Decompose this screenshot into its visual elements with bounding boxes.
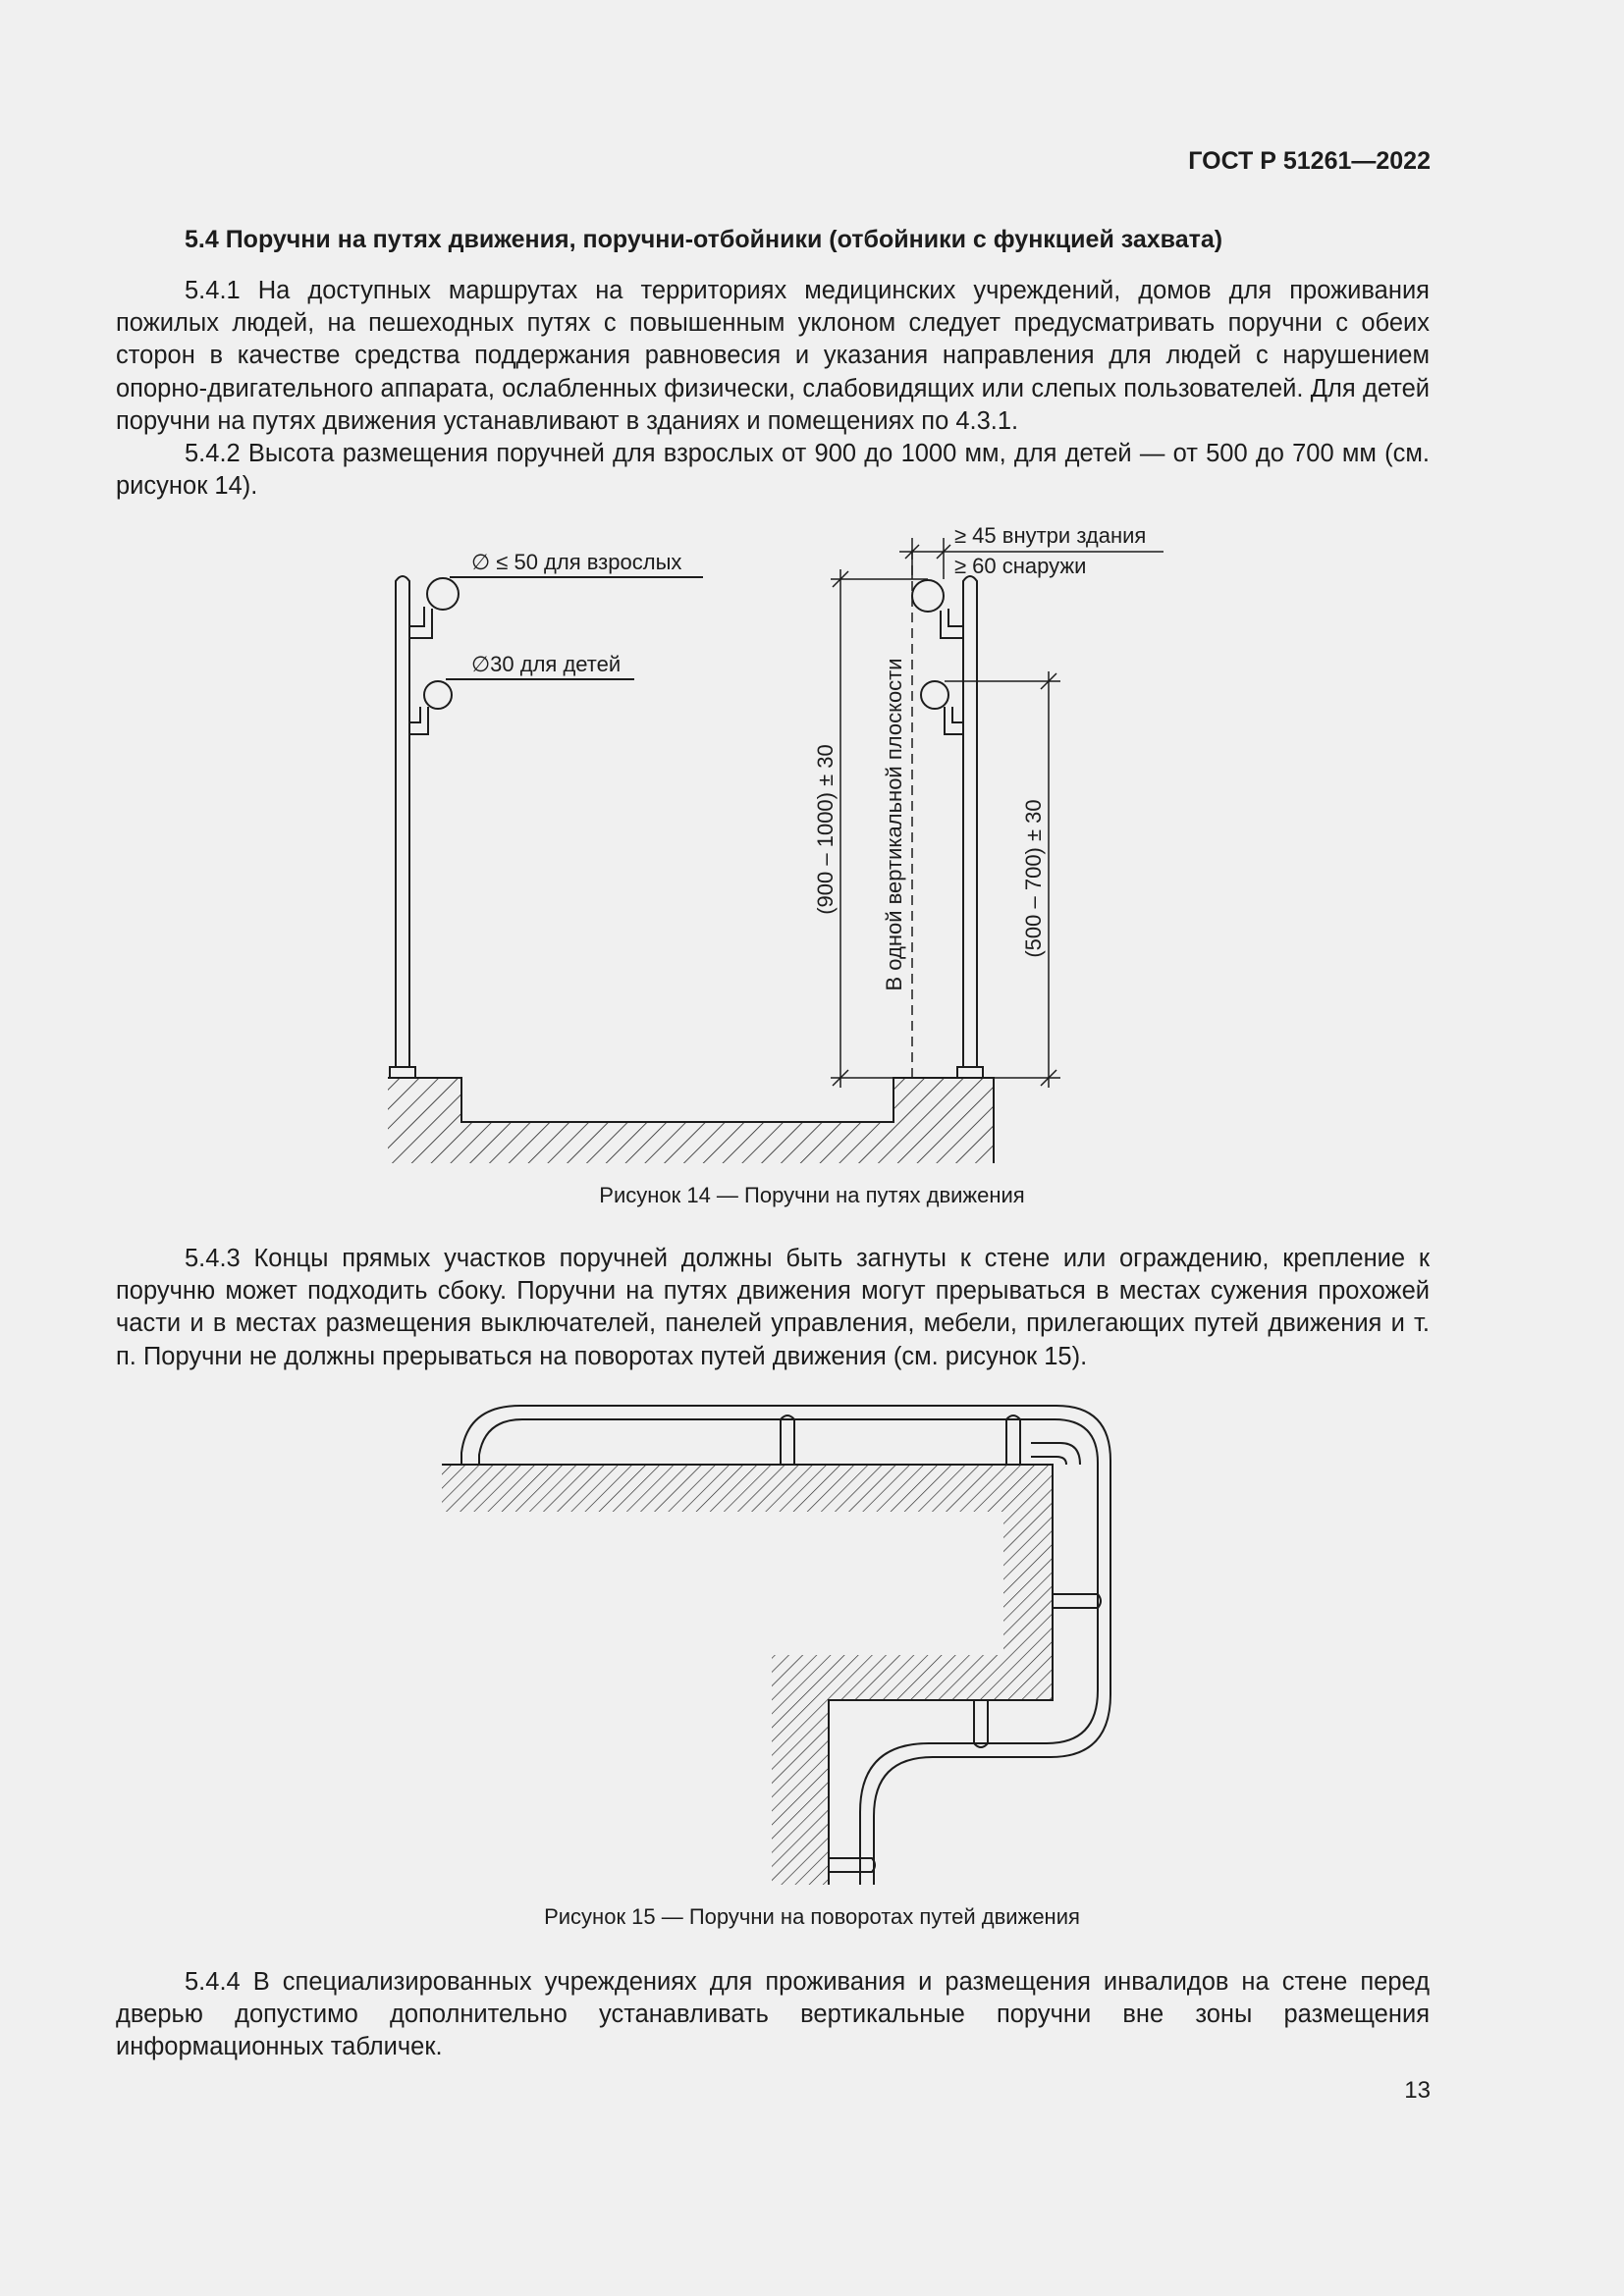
bracket-3 [1053, 1594, 1101, 1608]
paragraph-5-4-1: 5.4.1 На доступных маршрутах на территориях медицинских учреждений, домов для проживания пожилых людей, на пешеходных путях с повышенным уклоном следует предусматривать поручни с обеих сторон в качестве средства поддержания равновесия и указания направления для людей с нарушением опорно-двигательного аппарата, ослабленных физически, слабовидящих или слепых пользователей. Для детей поручни на путях движения устанавливают в зданиях и помещениях по 4.3.1. [116, 277, 1430, 435]
label-adult: ∅ ≤ 50 для взрослых [471, 550, 682, 574]
dim-child: (500 – 700) ± 30 [1021, 799, 1046, 958]
wall-hatch [442, 1465, 1053, 1885]
bracket-2 [1006, 1415, 1020, 1465]
section-title: 5.4 Поручни на путях движения, поручни-отбойники (отбойники с функцией захвата) [185, 226, 1223, 253]
paragraph-5-4-2: 5.4.2 Высота размещения поручней для взрослых от 900 до 1000 мм, для детей — от 500 до 700 мм (см. рисунок 14). [116, 440, 1430, 501]
label-outside: ≥ 60 снаружи [954, 554, 1087, 578]
label-child: ∅30 для детей [471, 652, 622, 676]
figure-15-caption: Рисунок 15 — Поручни на поворотах путей движения [544, 1904, 1080, 1929]
paragraph-5-4-3: 5.4.3 Концы прямых участков поручней должны быть загнуты к стене или ограждению, крепление к поручню может подходить сбоку. Поручни на путях движения могут прерываться в местах сужения прохожей части и в местах размещения выключателей, панелей управления, мебели, прилегающих путей движения и т. п. Поручни не должны прерываться на поворотах путей движения (см. рисунок 15). [116, 1245, 1430, 1370]
paragraph-5-4-4: 5.4.4 В специализированных учреждениях для проживания и размещения инвалидов на стене перед дверью допустимо дополнительно устанавливать вертикальные поручни вне зоны размещения информационных табличек. [116, 1968, 1430, 2061]
standard-header: ГОСТ Р 51261—2022 [1188, 147, 1431, 175]
label-inside: ≥ 45 внутри здания [954, 523, 1147, 548]
bracket-5 [829, 1858, 875, 1872]
dim-plane: В одной вертикальной плоскости [882, 658, 906, 991]
dim-adult: (900 – 1000) ± 30 [813, 744, 838, 915]
page-number: 13 [1404, 2077, 1431, 2104]
bracket-4 [974, 1700, 988, 1747]
figure-14-caption: Рисунок 14 — Поручни на путях движения [599, 1183, 1025, 1207]
bracket-1 [781, 1415, 794, 1465]
